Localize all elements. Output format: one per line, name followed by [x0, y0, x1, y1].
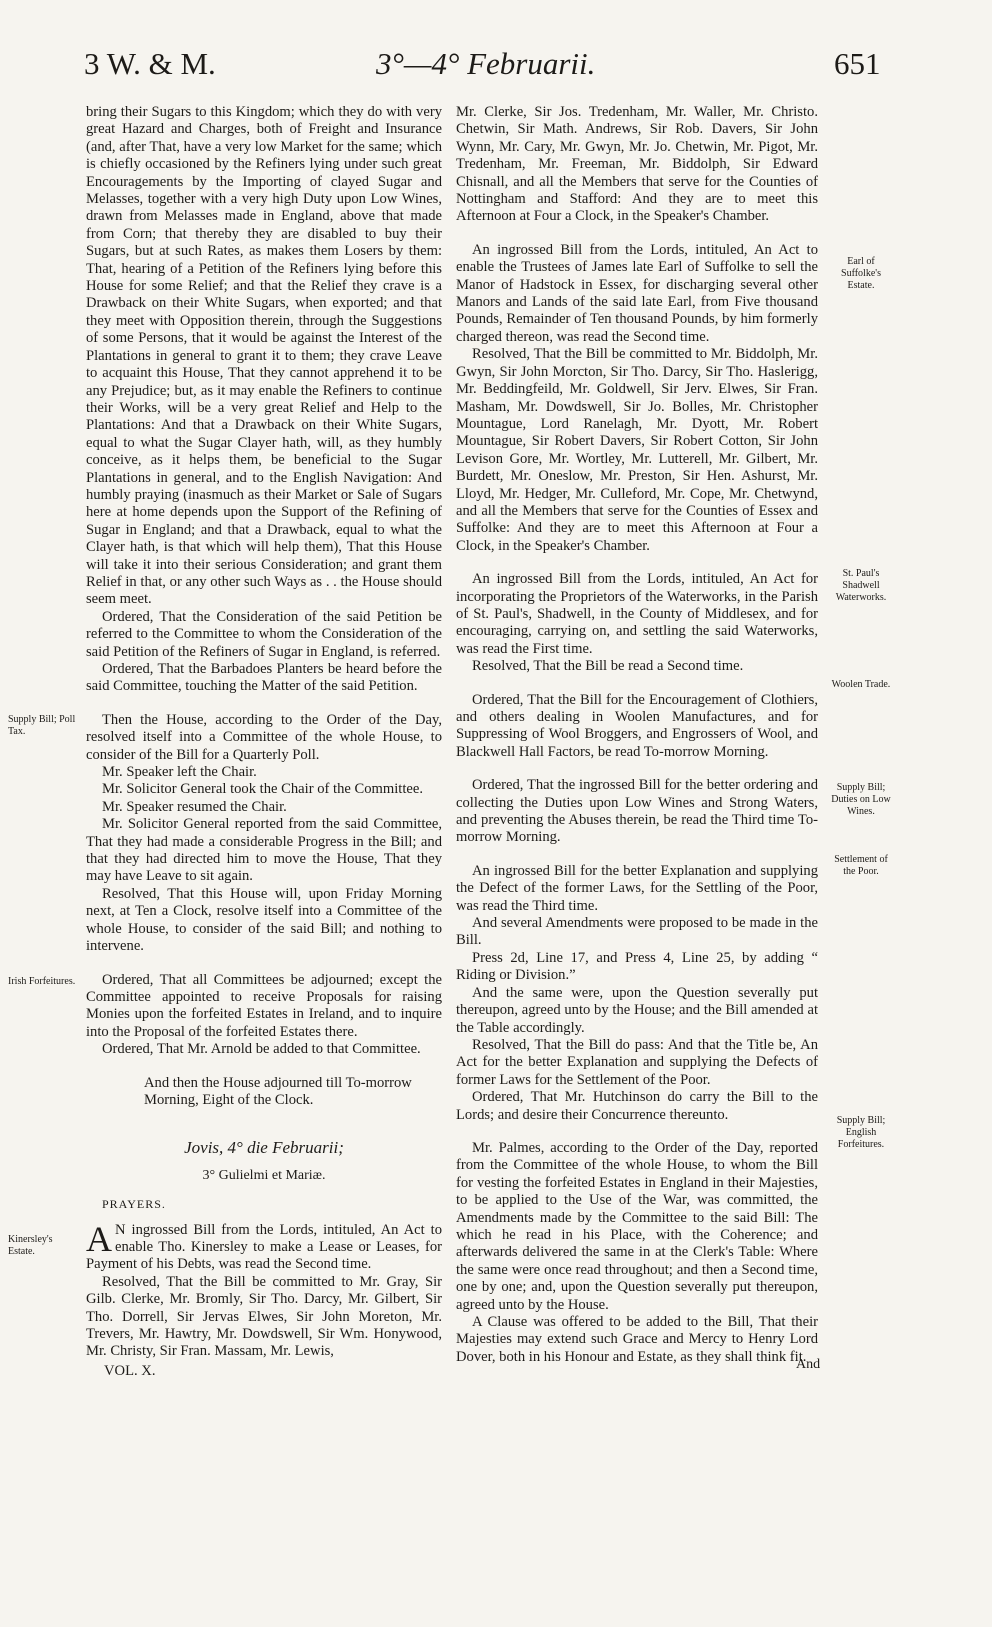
- paragraph: Press 2d, Line 17, and Press 4, Line 25, by adding “ Riding or Division.”: [456, 949, 818, 984]
- paragraph: A Clause was offered to be added to the Bill, That their Majesties may extend such Grace and Mercy to Henry Lord Dover, both in his Honour and Estate, as they shall think fit.: [456, 1314, 818, 1365]
- margin-note-irish-forfeitures: Irish Forfeitures.: [8, 976, 76, 987]
- day-heading: Jovis, 4° die Februarii;: [184, 1138, 344, 1158]
- paragraph: Ordered, That all Committees be adjourned; except the Committee appointed to receive Proposals for raising Monies upon the forfeited Estates in Ireland, and to inquire into the Proposal of the forfeited Estates there.: [86, 971, 442, 1040]
- header-date: 3°—4° Februarii.: [376, 46, 596, 81]
- paragraph: An ingrossed Bill from the Lords, intituled, An Act for incorporating the Proprietors of the Waterworks, in the Parish of St. Paul's, Shadwell, in the County of Middlesex, and for encouraging, carrying on, and settling the said Waterworks, was read the First time.: [456, 571, 818, 657]
- regnal-heading: 3° Gulielmi et Mariæ.: [202, 1167, 326, 1183]
- adjournment-note: And then the House adjourned till To-morrow Morning, Eight of the Clock.: [144, 1074, 412, 1108]
- right-column: [456, 104, 818, 1366]
- paragraph: Resolved, That the Bill be committed to Mr. Biddolph, Mr. Gwyn, Sir John Morcton, Sir Tho. Darcy, Sir Tho. Haslerigg, Mr. Beddingfeild, Mr. Goldwell, Sir Jerv. Elwes, Sir Fran. Masham, Mr. Dowdswell, Sir Jo. Bolles, Mr. Christopher Mountague, Lord Ranelagh, Mr. Dyott, Mr. Robert Mountague, Sir Robert Davers, Sir Robert Cotton, Sir John Levison Gore, Mr. Wortley, Mr. Lutterell, Mr. Gilbert, Mr. Burdett, Mr. Oneslow, Mr. Preston, Sir Hen. Ashurst, Mr. Lloyd, Mr. Hedger, Mr. Culleford, Mr. Cope, Mr. Chetwynd, and all the Members that serve for the Counties of Essex and Suffolke: And they are to meet this Afternoon at Four a Clock, in the Speaker's Chamber.: [456, 346, 818, 554]
- paragraph: And several Amendments were proposed to be made in the Bill.: [456, 915, 818, 949]
- prayers-heading: PRAYERS.: [102, 1197, 166, 1212]
- paragraph: Ordered, That Mr. Hutchinson do carry the Bill to the Lords; and desire their Concurrence thereunto.: [456, 1089, 818, 1123]
- paragraph: Ordered, That Mr. Arnold be added to that Committee.: [102, 1041, 421, 1058]
- margin-note-supply-poll: Supply Bill; Poll Tax.: [8, 714, 76, 737]
- paragraph-text: N ingrossed Bill from the Lords, intituled, An Act to enable Tho. Kinersley to make a Lease or Leases, for Payment of his Debts, was read the Second time.: [86, 1221, 442, 1273]
- paragraph: Resolved, That the Bill do pass: And that the Title be, An Act for the better Explanation and supplying the Defects of former Laws for the Settlement of the Poor.: [456, 1036, 818, 1088]
- paragraph: Ordered, That the Consideration of the said Petition be referred to the Committee to whom the Consideration of the said Petition of the Refiners of Sugar in England, is referred.: [86, 608, 442, 660]
- drop-cap: A: [86, 1218, 112, 1259]
- paragraph: Mr. Solicitor General took the Chair of the Committee.: [102, 781, 423, 798]
- paragraph: Resolved, That the Bill be read a Second time.: [472, 658, 744, 675]
- paragraph: An ingrossed Bill for the better Explanation and supplying the Defect of the former Laws, for the Settling of the Poor, was read the Third time.: [456, 862, 818, 914]
- paragraph: Mr. Speaker resumed the Chair.: [102, 798, 287, 815]
- margin-note-english-forfeitures: Supply Bill; English Forfeitures.: [836, 1115, 886, 1150]
- header-regnal-year: 3 W. & M.: [84, 46, 216, 81]
- paragraph: Mr. Clerke, Sir Jos. Tredenham, Mr. Waller, Mr. Christo. Chetwin, Sir Math. Andrews, Sir Rob. Davers, Sir John Wynn, Mr. Cary, Mr. Gwyn, Mr. Jo. Chetwin, Mr. Pigot, Mr. Tredenham, Mr. Freeman, Mr. Biddolph, Sir Edward Chisnall, and all the Members that serve for the Counties of Nottingham and Stafford: And they are to meet this Afternoon at Four a Clock, in the Speaker's Chamber.: [456, 104, 818, 225]
- paragraph: Resolved, That this House will, upon Friday Morning next, at Ten a Clock, resolve itself into a Committee of the whole House, to consider of the said Bill; and nothing to intervene.: [86, 885, 442, 955]
- paragraph: Mr. Palmes, according to the Order of the Day, reported from the Committee of the whole House, to whom the Bill for vesting the forfeited Estates in England in their Majesties, to be applied to the Use of the War, was committed, the Amendments made by the Committee to the said Bill: The which he read in his Place, with the Coherence; and afterwards delivered the same in at the Clerk's Table: Where the same were once read throughout; and then a Second time, one by one; and, upon the Question severally put thereupon, agreed unto by the House.: [456, 1139, 818, 1313]
- catchword: And: [796, 1357, 821, 1372]
- paragraph: Resolved, That the Bill be committed to Mr. Gray, Sir Gilb. Clerke, Mr. Bromly, Sir Tho. Darcy, Mr. Gilbert, Sir Tho. Dorrell, Sir Jervas Elwes, Sir John Moreton, Mr. Trevers, Mr. Hawtry, Mr. Dowdswell, Sir Wm. Honywood, Mr. Christy, Sir Fran. Massam, Mr. Lewis,: [86, 1273, 442, 1360]
- left-column: [86, 104, 442, 1380]
- paragraph: An ingrossed Bill from the Lords, intituled, An Act to enable the Trustees of James late Earl of Suffolke to sell the Manor of Hadstock in Essex, for discharging several other Manors and Lands of the said late Earl, from Five thousand Pounds, Remainder of Ten thousand Pounds, by him formerly charged thereon, was read the Second time.: [456, 241, 818, 345]
- paragraph: Mr. Solicitor General reported from the said Committee, That they had made a considerable Progress in the Bill; and that they had directed him to move the House, That they may have Leave to sit again.: [86, 816, 442, 885]
- running-header: [0, 46, 992, 102]
- margin-note-kinersley-estate: Kinersley's Estate.: [8, 1234, 53, 1257]
- margin-note-low-wines: Supply Bill; Duties on Low Wines.: [831, 782, 891, 817]
- paragraph: Ordered, That the ingrossed Bill for the better ordering and collecting the Duties upon Low Wines and Strong Waters, and preventing the Abuses therein, be read the Third time To-morrow Morning.: [456, 777, 818, 846]
- paragraph: Then the House, according to the Order of the Day, resolved itself into a Committee of the whole House, to consider of the Bill for a Quarterly Poll.: [86, 711, 442, 763]
- page-number: 651: [834, 46, 881, 81]
- volume-signature: VOL. X.: [104, 1362, 156, 1379]
- margin-note-shadwell-waterworks: St. Paul's Shadwell Waterworks.: [835, 568, 887, 603]
- margin-note-settlement-poor: Settlement of the Poor.: [834, 854, 888, 877]
- margin-note-suffolke-estate: Earl of Suffolke's Estate.: [841, 256, 881, 291]
- paragraph: [86, 1218, 442, 1274]
- paragraph: Mr. Speaker left the Chair.: [102, 764, 257, 781]
- paragraph: Ordered, That the Barbadoes Planters be heard before the said Committee, touching the Matter of the said Petition.: [86, 661, 442, 695]
- margin-note-woolen-trade: Woolen Trade.: [831, 679, 891, 690]
- paragraph: bring their Sugars to this Kingdom; which they do with very great Hazard and Charges, both of Freight and Insurance (and, after That, have a very low Market for the same; which is chiefly occasioned by the Refiners lying under such great Encouragements by the Importing of clayed Sugar and Melasses, together with a very high Duty upon Low Wines, drawn from Melasses made in England, above that made from Corn; that thereby they are disabled to buy their Sugars, but at such Rates, as makes them Losers by them: That, hearing of a Petition of the Refiners lying before this House for some Relief; and that the Relief they crave is a Drawback on their White Sugars, when exported; and that they meet with Opposition therein, through the Suggestions of some Persons, that it would be against the Interest of the Plantations in general to grant it to them; they crave Leave to acquaint this House, That they cannot apprehend it to be any Prejudice; but, as it may enable the Refiners to continue their Works, will be a very great Relief and Help to the Plantations: And that a Drawback on their White Sugars, equal to what the Sugar Clayer hath, will, as they humbly conceive, as it helps them, be beneficial to the Sugar Plantations in general, and to the English Navigation: And humbly praying (inasmuch as their Market or Sale of Sugars here at home depends upon the Support of the Refining of Sugar in England; and that a Drawback, equal to what the Clayer hath, is that which will help them), That this House will take it into their serious Consideration; and grant them Relief in that, or any other such Ways as . . the House should seem meet.: [86, 104, 442, 608]
- paragraph: And the same were, upon the Question severally put thereupon, agreed unto by the House; and the Bill amended at the Table accordingly.: [456, 984, 818, 1036]
- paragraph: Ordered, That the Bill for the Encouragement of Clothiers, and others dealing in Woolen Manufactures, and for Suppressing of Wool Broggers, and Engrossers of Wool, and Blackwell Hall Factors, be read To-morrow Morning.: [456, 691, 818, 760]
